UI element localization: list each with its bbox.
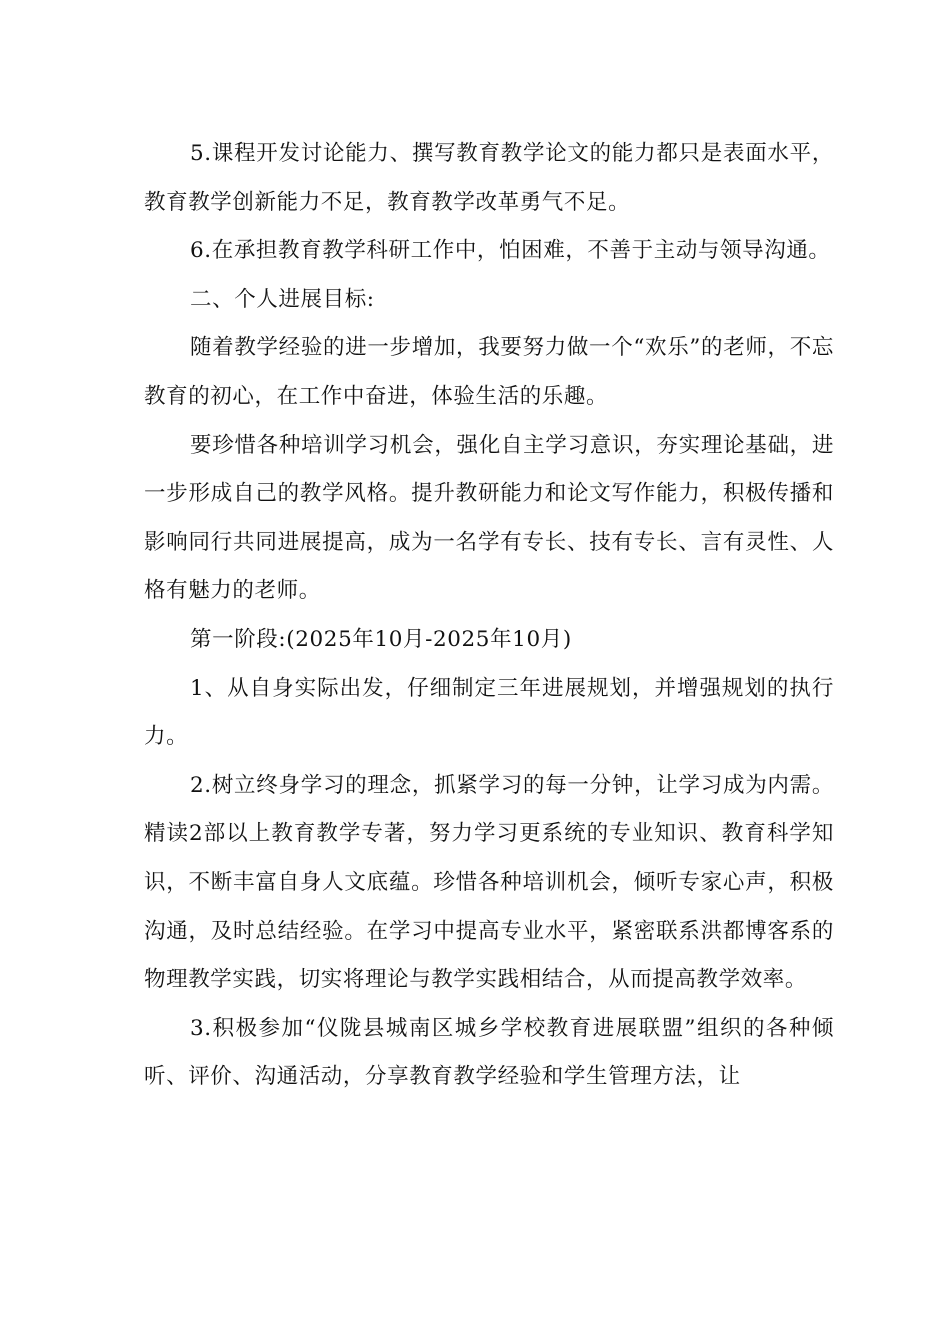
document-body — [144, 130, 834, 1102]
paragraph-weakness-5: 5.课程开发讨论能力、撰写教育教学论文的能力都只是表面水平，教育教学创新能力不足，教育教学改革勇气不足。 — [144, 141, 834, 215]
paragraph-goal-detail: 要珍惜各种培训学习机会，强化自主学习意识，夯实理论基础，进一步形成自己的教学风格。提升教研能力和论文写作能力，积极传播和影响同行共同进展提高，成为一名学有专长、技有专长、言有灵性、人格有魅力的老师。 — [144, 432, 834, 604]
paragraph-goal-intro: 随着教学经验的进一步增加，我要努力做一个“欢乐”的老师，不忘教育的初心，在工作中奋进，体验生活的乐趣。 — [144, 335, 834, 409]
paragraph-stage-item-2: 2.树立终身学习的理念，抓紧学习的每一分钟，让学习成为内需。精读2部以上教育教学专著，努力学习更系统的专业知识、教育科学知识，不断丰富自身人文底蕴。珍惜各种培训机会，倾听专家心声，积极沟通，及时总结经验。在学习中提高专业水平，紧密联系洪都博客系的物理教学实践，切实将理论与教学实践相结合，从而提高教学效率。 — [144, 772, 834, 993]
paragraph-stage-item-1: 1、从自身实际出发，仔细制定三年进展规划，并增强规划的执行力。 — [144, 675, 834, 750]
paragraph-stage-item-3: 3.积极参加“仪陇县城南区城乡学校教育进展联盟”组织的各种倾听、评价、沟通活动，分享教育教学经验和学生管理方法，让 — [144, 1015, 834, 1090]
section-heading-goals: 二、个人进展目标: — [190, 286, 375, 312]
stage-heading-first: 第一阶段:(2025年10月-2025年10月) — [190, 626, 572, 652]
paragraph-weakness-6: 6.在承担教育教学科研工作中，怕困难，不善于主动与领导沟通。 — [190, 238, 831, 264]
